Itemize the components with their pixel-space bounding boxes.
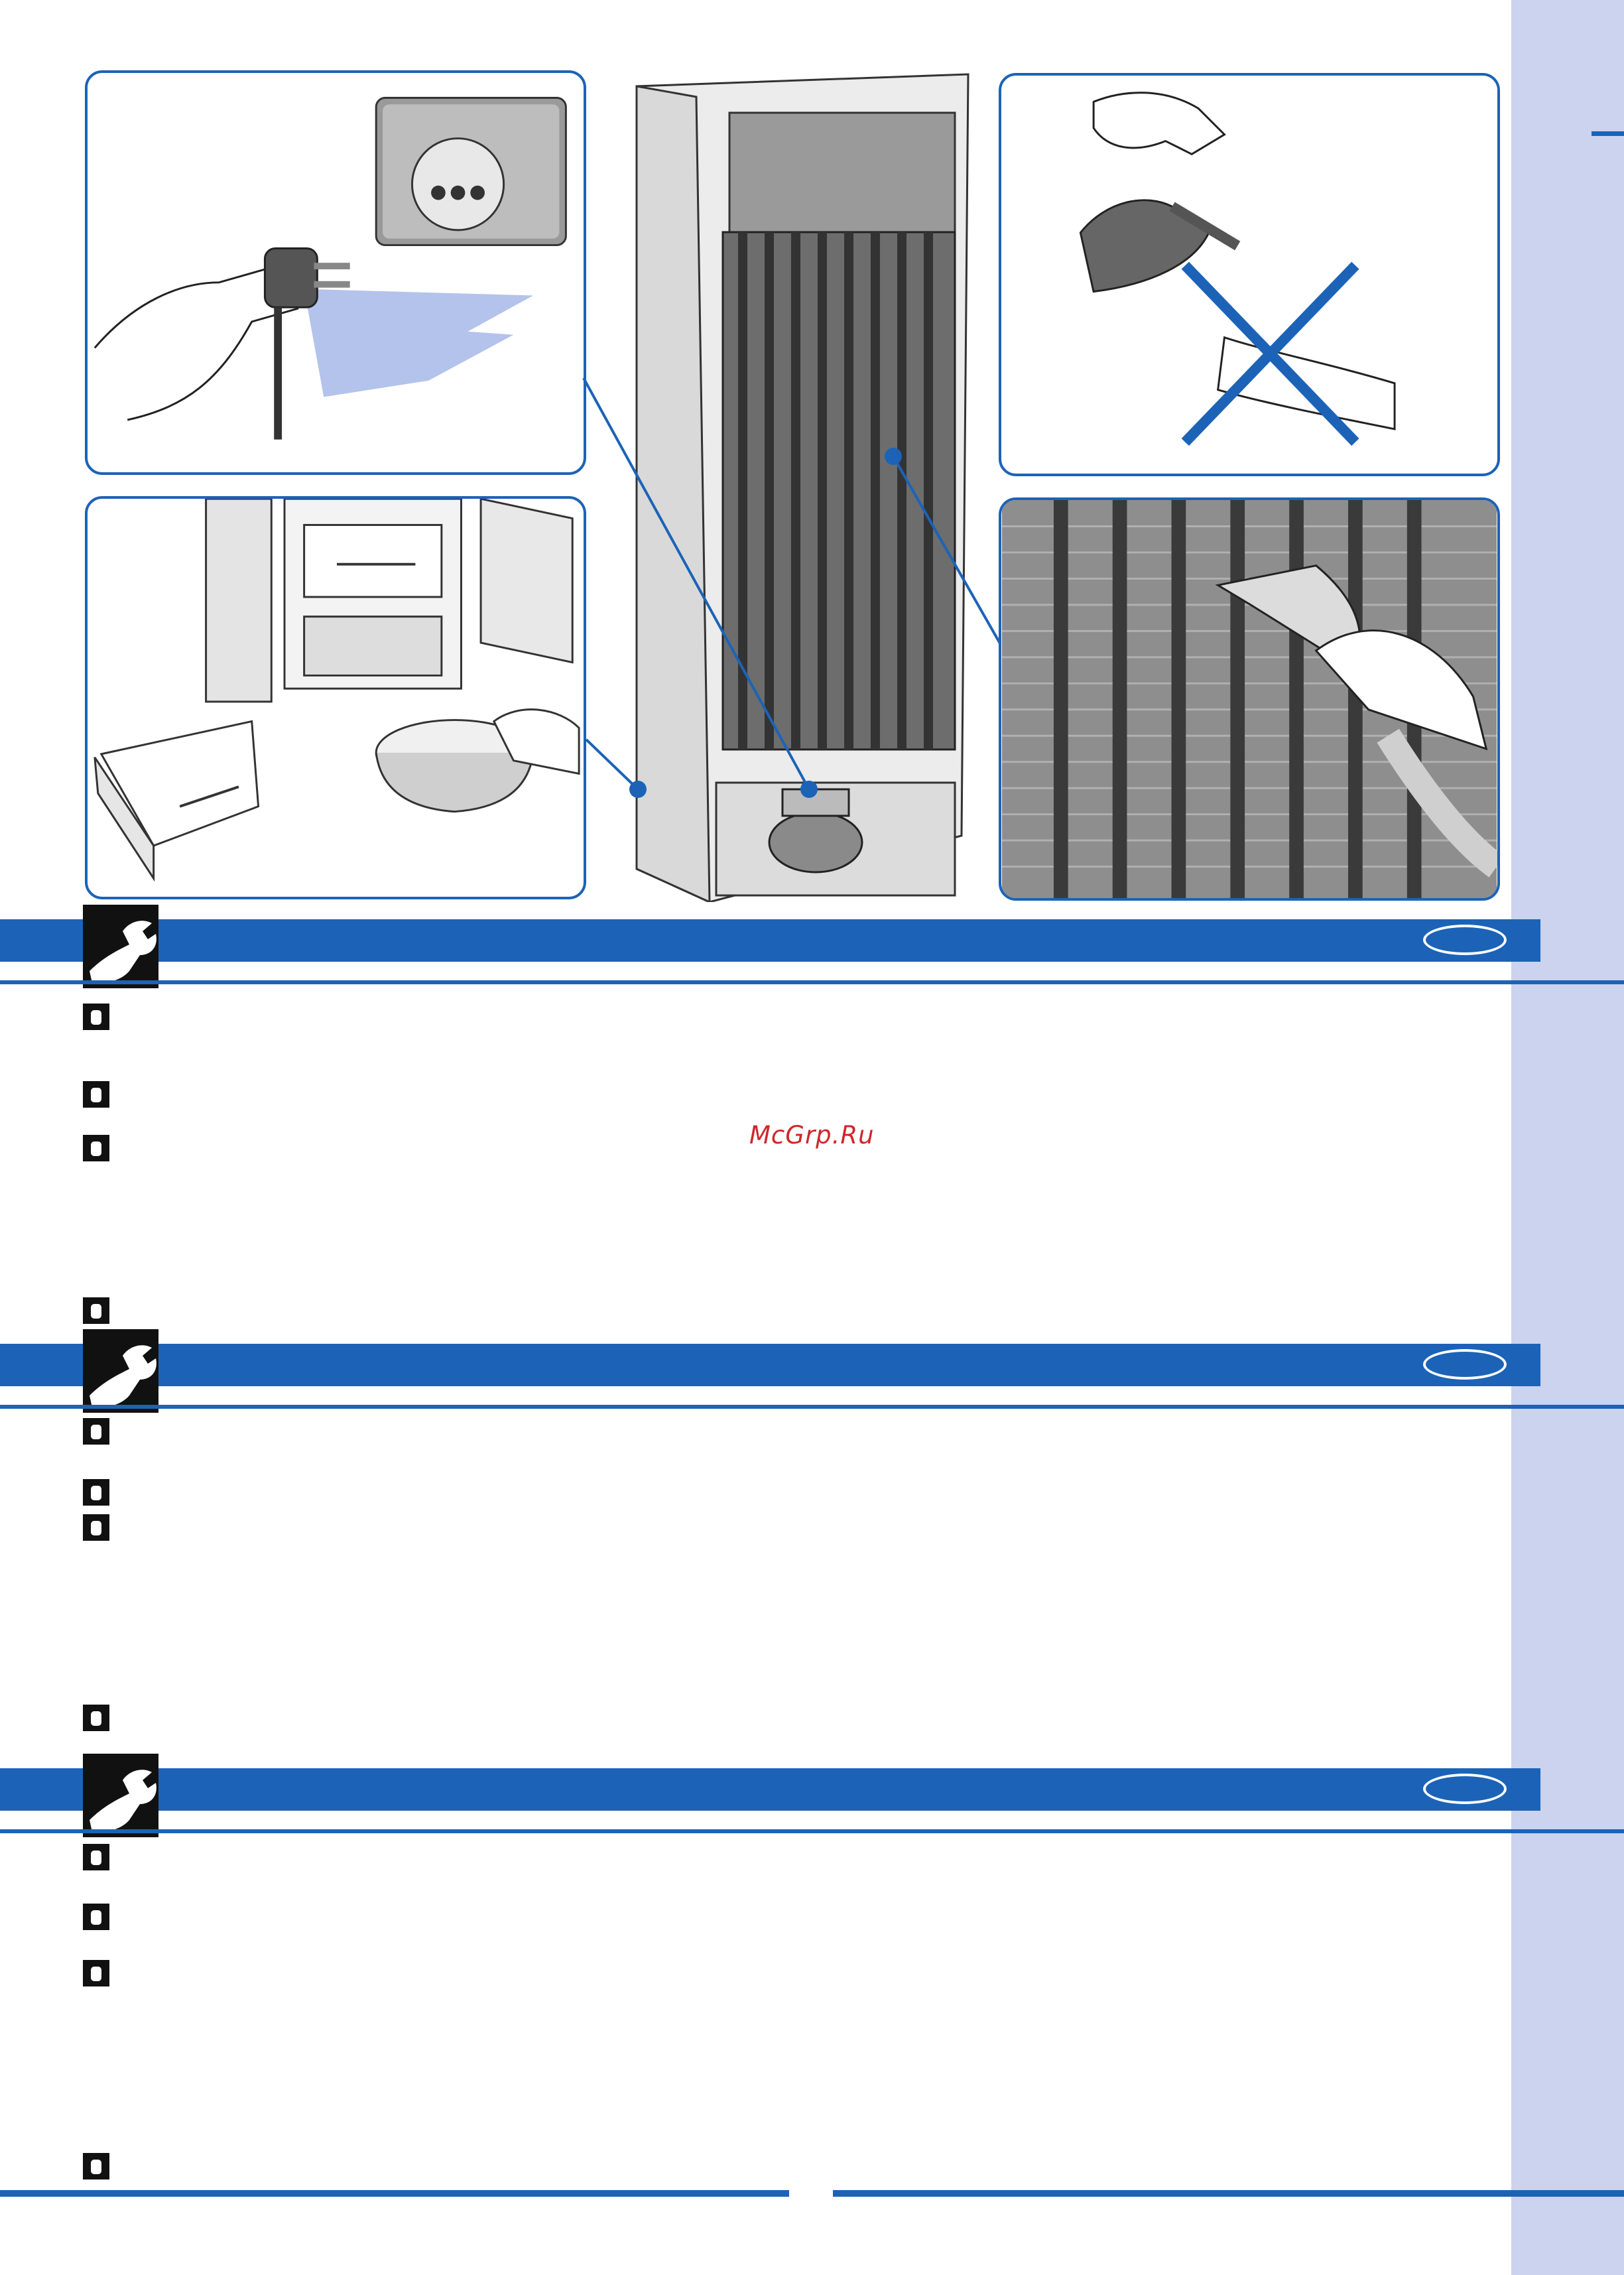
panel-unplug-illustration [85,70,586,475]
vacuum-icon [1001,500,1497,898]
fridge-back-icon [617,66,975,902]
hand-bullet-icon [83,1705,109,1731]
plug-socket-icon [88,73,584,472]
fridge-rear-illustration [617,66,975,902]
defrost-bowl-icon [88,499,584,897]
wrench-hand-icon [83,905,158,988]
hand-bullet-icon [83,1081,109,1108]
hand-bullet-icon [83,2153,109,2179]
panel-no-water-illustration [999,73,1500,476]
watermark-text: McGrp.Ru [749,1121,875,1149]
section-3-rule [0,1829,1624,1833]
panel-defrost-illustration [85,496,586,899]
hand-bullet-icon [83,1960,109,1986]
section-3-header-bar [0,1768,1540,1811]
section-2-header-bar [0,1344,1540,1386]
hand-bullet-icon [83,1844,109,1870]
section-3-badge [1423,1774,1507,1804]
wrench-hand-icon [83,1329,158,1413]
hand-bullet-icon [83,1004,109,1030]
footer-rule-left [0,2190,789,2197]
wrench-hand-icon [83,1754,158,1837]
hand-bullet-icon [83,1479,109,1506]
hand-bullet-icon [83,1297,109,1324]
hand-bullet-icon [83,1514,109,1541]
section-2-rule [0,1405,1624,1409]
section-1-rule [0,980,1624,984]
section-2-badge [1423,1349,1507,1380]
side-color-strip [1511,0,1624,2275]
section-1-header-bar [0,919,1540,962]
footer-rule-right [833,2190,1624,2197]
no-water-icon [1001,76,1497,474]
section-1-badge [1423,925,1507,955]
hand-bullet-icon [83,1418,109,1445]
side-tab-marker [1592,131,1624,136]
panel-vacuum-illustration [999,497,1500,901]
hand-bullet-icon [83,1904,109,1930]
hand-bullet-icon [83,1135,109,1161]
